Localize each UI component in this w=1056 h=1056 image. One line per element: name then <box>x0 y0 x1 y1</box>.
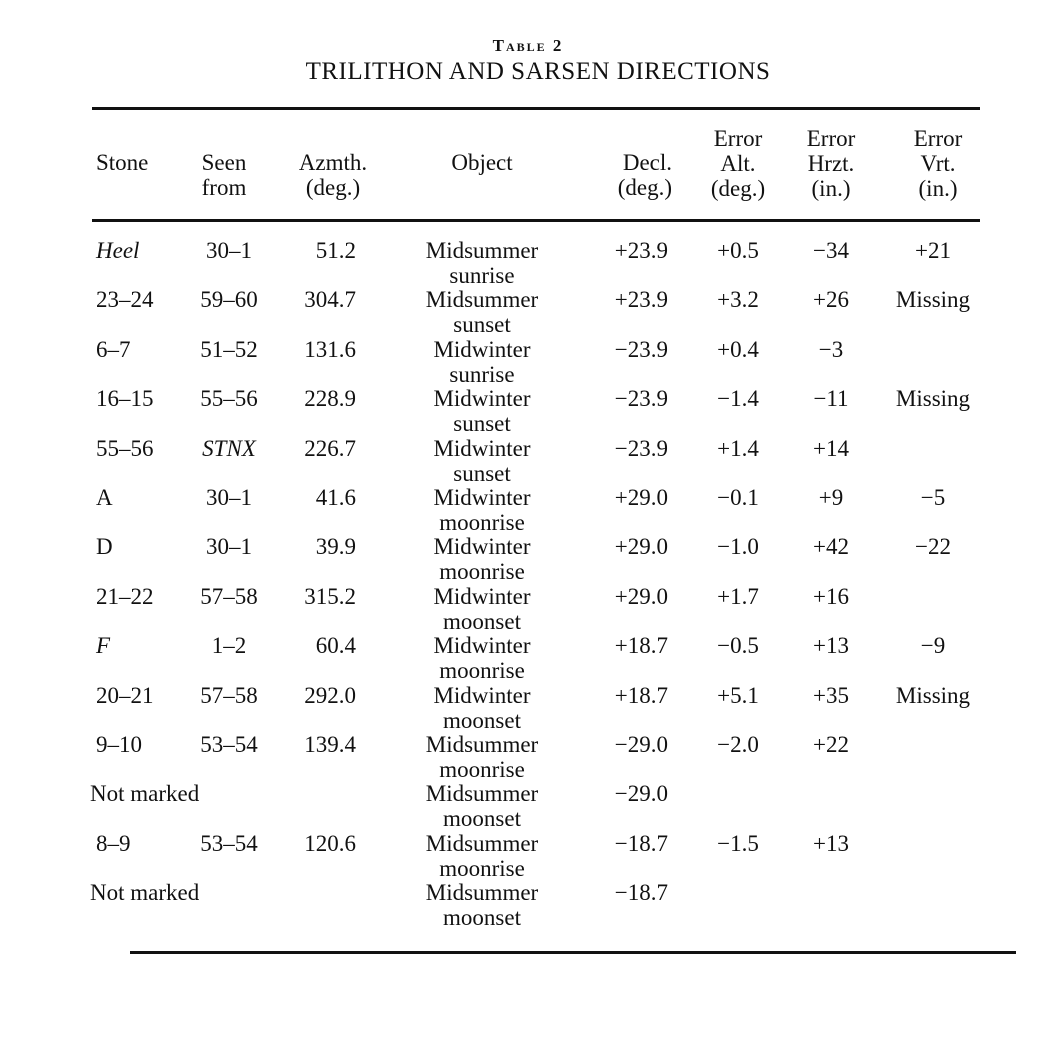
object-line-2: sunset <box>453 312 511 338</box>
cell-error-hrzt: +42 <box>813 534 849 560</box>
cell-object <box>412 683 552 733</box>
cell-error-alt: −1.4 <box>717 386 759 412</box>
cell-object <box>412 436 552 486</box>
cell-seen-from: 55–56 <box>200 386 258 412</box>
object-line-1: Midwinter <box>433 583 531 609</box>
cell-error-hrzt: +9 <box>818 485 844 510</box>
cell-error-alt: +0.4 <box>717 336 759 362</box>
cell-seen-from: 51–52 <box>200 336 258 362</box>
cell-stone: 55–56 <box>96 435 154 461</box>
cell-error-hrzt: +13 <box>813 830 849 856</box>
cell-azmth: 39.9 <box>315 534 356 560</box>
object-line-2: sunrise <box>449 361 515 387</box>
cell-decl: +18.7 <box>614 682 668 708</box>
object-line-1: Midwinter <box>433 534 531 560</box>
object-line-1: Midwinter <box>433 336 531 362</box>
cell-stone: 23–24 <box>96 287 154 313</box>
cell-seen-from: STNX <box>202 435 256 461</box>
cell-azmth: 304.7 <box>304 287 356 313</box>
cell-error-hrzt: +14 <box>813 435 849 461</box>
cell-decl: +18.7 <box>614 633 668 659</box>
cell-seen-from: 30–1 <box>206 534 252 560</box>
cell-object <box>412 732 552 782</box>
table-title: TRILITHON AND SARSEN DIRECTIONS <box>305 58 771 85</box>
cell-seen-from: 53–54 <box>200 830 258 856</box>
cell-seen-from: 1–2 <box>211 633 247 659</box>
cell-object <box>412 386 552 436</box>
cell-error-hrzt: −3 <box>818 336 844 362</box>
header-error-vrt: Error Vrt. (in.) <box>913 126 963 201</box>
object-line-1: Midsummer <box>425 830 539 856</box>
object-line-2: moonrise <box>439 757 525 782</box>
cell-decl: −23.9 <box>614 336 668 362</box>
object-line-1: Midwinter <box>433 435 531 461</box>
cell-stone: A <box>96 485 113 510</box>
cell-stone: Not marked <box>90 880 200 906</box>
cell-error-alt: −1.5 <box>717 830 759 856</box>
cell-decl: −18.7 <box>614 830 668 856</box>
object-line-1: Midsummer <box>425 238 539 263</box>
object-line-1: Midsummer <box>425 781 539 807</box>
bottom-rule <box>130 951 1016 954</box>
header-seen-from: Seen from <box>201 150 247 200</box>
header-azmth: Azmth. (deg.) <box>298 150 368 200</box>
cell-azmth: 315.2 <box>304 583 356 609</box>
object-line-2: sunset <box>453 411 511 437</box>
cell-stone: 16–15 <box>96 386 154 412</box>
header-error-alt: Error Alt. (deg.) <box>710 126 766 201</box>
cell-error-alt: +5.1 <box>717 682 759 708</box>
cell-error-vrt: Missing <box>895 386 971 412</box>
header-stone: Stone <box>96 150 149 175</box>
cell-azmth: 120.6 <box>304 830 356 856</box>
cell-error-hrzt: +22 <box>813 732 849 757</box>
top-rule <box>92 107 980 110</box>
cell-azmth: 60.4 <box>315 633 356 659</box>
cell-stone: 20–21 <box>96 682 154 708</box>
cell-error-alt: −2.0 <box>717 732 759 757</box>
cell-azmth: 139.4 <box>304 732 356 757</box>
object-line-2: moonrise <box>439 510 525 535</box>
cell-azmth: 226.7 <box>304 435 356 461</box>
cell-seen-from: 53–54 <box>200 732 258 757</box>
cell-stone: Heel <box>96 238 140 263</box>
cell-decl: −29.0 <box>614 732 668 757</box>
object-line-1: Midwinter <box>433 682 531 708</box>
cell-error-hrzt: +26 <box>813 287 849 313</box>
cell-stone: 6–7 <box>96 336 131 362</box>
cell-seen-from: 30–1 <box>206 485 252 510</box>
object-line-1: Midwinter <box>433 485 531 510</box>
cell-error-vrt: Missing <box>895 287 971 313</box>
cell-error-hrzt: +35 <box>813 682 849 708</box>
cell-error-alt: +0.5 <box>717 238 759 263</box>
object-line-2: moonset <box>443 608 521 634</box>
cell-decl: −23.9 <box>614 386 668 412</box>
cell-error-hrzt: +16 <box>813 583 849 609</box>
object-line-2: sunrise <box>449 263 515 288</box>
cell-error-alt: −1.0 <box>717 534 759 560</box>
cell-stone: D <box>96 534 113 560</box>
cell-error-vrt: −22 <box>915 534 951 560</box>
header-decl: Decl. (deg.) <box>617 150 672 200</box>
cell-error-alt: +1.4 <box>717 435 759 461</box>
header-error-hrzt: Error Hrzt. (in.) <box>806 126 856 201</box>
cell-azmth: 41.6 <box>315 485 356 510</box>
object-line-1: Midwinter <box>433 633 531 659</box>
object-line-1: Midsummer <box>425 287 539 313</box>
cell-error-alt: −0.1 <box>717 485 759 510</box>
cell-decl: +29.0 <box>614 485 668 510</box>
cell-seen-from: 57–58 <box>200 583 258 609</box>
cell-azmth: 131.6 <box>304 336 356 362</box>
table-number: Table 2 <box>492 36 564 55</box>
object-line-2: moonset <box>443 806 521 832</box>
object-line-1: Midsummer <box>425 880 539 906</box>
cell-stone: 21–22 <box>96 583 154 609</box>
cell-error-hrzt: −34 <box>813 238 849 263</box>
cell-error-vrt: −9 <box>920 633 946 659</box>
object-line-2: moonset <box>443 905 521 931</box>
object-line-2: sunset <box>453 460 511 486</box>
cell-object <box>412 633 552 683</box>
object-line-2: moonset <box>443 707 521 733</box>
cell-object <box>412 584 552 634</box>
cell-seen-from: 59–60 <box>200 287 258 313</box>
object-line-1: Midwinter <box>433 386 531 412</box>
cell-object <box>412 880 552 930</box>
cell-azmth: 228.9 <box>304 386 356 412</box>
cell-error-vrt: +21 <box>915 238 951 263</box>
cell-error-hrzt: −11 <box>813 386 849 412</box>
cell-object <box>412 287 552 337</box>
cell-azmth: 292.0 <box>304 682 356 708</box>
cell-azmth: 51.2 <box>315 238 356 263</box>
cell-object <box>412 337 552 387</box>
cell-object <box>412 831 552 881</box>
cell-decl: +29.0 <box>614 583 668 609</box>
object-line-2: moonrise <box>439 559 525 585</box>
cell-stone: F <box>96 633 111 659</box>
cell-object <box>412 534 552 584</box>
cell-error-vrt: Missing <box>895 682 971 708</box>
cell-decl: +23.9 <box>614 287 668 313</box>
cell-error-hrzt: +13 <box>813 633 849 659</box>
cell-error-alt: +1.7 <box>717 583 759 609</box>
cell-object <box>412 781 552 831</box>
cell-decl: +29.0 <box>614 534 668 560</box>
header-object: Object <box>451 150 513 175</box>
cell-seen-from: 57–58 <box>200 682 258 708</box>
cell-decl: +23.9 <box>614 238 668 263</box>
cell-error-vrt: −5 <box>920 485 946 510</box>
object-line-2: moonrise <box>439 658 525 684</box>
header-rule <box>92 219 980 222</box>
cell-error-alt: +3.2 <box>717 287 759 313</box>
cell-decl: −18.7 <box>614 880 668 906</box>
cell-object <box>412 485 552 535</box>
cell-decl: −29.0 <box>614 781 668 807</box>
cell-stone: Not marked <box>90 781 200 807</box>
cell-stone: 8–9 <box>96 830 131 856</box>
cell-seen-from: 30–1 <box>206 238 252 263</box>
cell-stone: 9–10 <box>96 732 142 757</box>
cell-decl: −23.9 <box>614 435 668 461</box>
cell-object <box>412 238 552 288</box>
object-line-1: Midsummer <box>425 732 539 757</box>
cell-error-alt: −0.5 <box>717 633 759 659</box>
object-line-2: moonrise <box>439 855 525 881</box>
